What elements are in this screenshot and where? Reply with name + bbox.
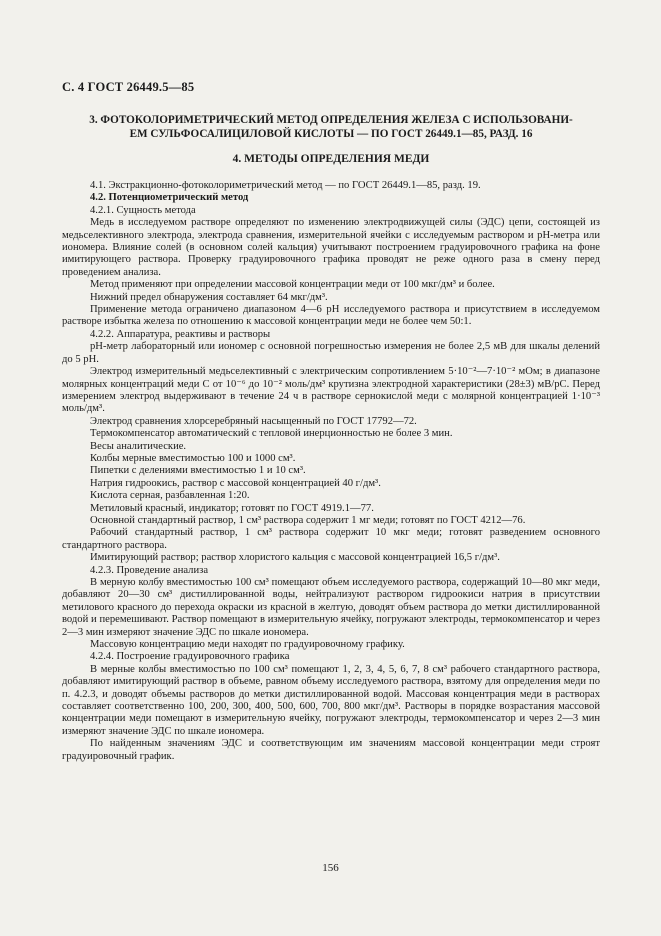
paragraph: pH-метр лабораторный или иономер с основной погрешностью измерения не более 2,5 мВ для шкалы делений до 5 pH.	[62, 341, 600, 365]
section-3-title	[62, 113, 600, 141]
paragraph: Применение метода ограничено диапазоном 4—6 pH исследуемого раствора и присутствием в исследуемом растворе избытка железа по отношению к массовой концентрации меди не более чем 50:1.	[62, 304, 600, 328]
paragraph: Натрия гидроокись, раствор с массовой концентрацией 40 г/дм³.	[90, 477, 381, 489]
paragraph: По найденным значениям ЭДС и соответствующим им значениям массовой концентрации меди строят градуировочный график.	[62, 738, 600, 762]
paragraph: 4.2.1. Сущность метода	[90, 204, 196, 216]
paragraph: Рабочий стандартный раствор, 1 см³ раствора содержит 10 мкг меди; готовят разведением основного стандартного раствора.	[62, 527, 600, 551]
section-4-title: 4. МЕТОДЫ ОПРЕДЕЛЕНИЯ МЕДИ	[232, 153, 430, 165]
paragraph: Метиловый красный, индикатор; готовят по ГОСТ 4919.1—77.	[90, 502, 374, 514]
paragraph: Пипетки с делениями вместимостью 1 и 10 см³.	[90, 465, 306, 477]
paragraph: Массовую концентрацию меди находят по градуировочному графику.	[90, 639, 405, 651]
section-3-title-line-2: ЕМ СУЛЬФОСАЛИЦИЛОВОЙ КИСЛОТЫ — ПО ГОСТ 26449.1—85, РАЗД. 16	[129, 128, 533, 140]
paragraph: Имитирующий раствор; раствор хлористого кальция с массовой концентрацией 16,5 г/дм³.	[90, 552, 500, 564]
paragraph: Основной стандартный раствор, 1 см³ раствора содержит 1 мг меди; готовят по ГОСТ 4212—76.	[90, 514, 526, 526]
paragraph: Кислота серная, разбавленная 1:20.	[90, 490, 250, 502]
paragraph: В мерную колбу вместимостью 100 см³ помещают объем исследуемого раствора, содержащий 10—80 мкг меди, добавляют 20—30 см³ дистиллированной воды, нейтрализуют раствором гидроокиси натрия в присутствии метилового красного до перехода окраски из красной в желтую, доводят объем раствора до метки дистиллированной водой и перемешивают. Раствор помещают в измерительную ячейку, погружают электроды, термокомпенсатор и через 2—3 мин измеряют значение ЭДС по шкале иономера.	[62, 577, 600, 638]
paragraph: Нижний предел обнаружения составляет 64 мкг/дм³.	[90, 291, 328, 303]
paragraph: 4.2. Потенциометрический метод	[90, 192, 249, 204]
paragraph: Электрод сравнения хлорсеребряный насыщенный по ГОСТ 17792—72.	[90, 415, 417, 427]
paragraph: 4.2.4. Построение градуировочного графика	[90, 651, 290, 663]
paragraph: Электрод измерительный медьселективный с электрическим сопротивлением 5·10⁻²—7·10⁻² мОм; в диапазоне молярных концентраций меди C от 10⁻⁶ до 10⁻² моль/дм³ крутизна электродной характеристики (28±3) мВ/pC. Перед измерением электрод выдерживают в течение 24 ч в растворе сернокислой меди с молярной концентрацией 1·10⁻³ моль/дм³.	[62, 366, 600, 415]
page-header: С. 4 ГОСТ 26449.5—85	[62, 80, 195, 94]
paragraph: 4.1. Экстракционно-фотоколориметрический метод — по ГОСТ 26449.1—85, разд. 19.	[90, 180, 481, 191]
paragraph: 4.2.3. Проведение анализа	[90, 564, 209, 576]
paragraph: Метод применяют при определении массовой концентрации меди от 100 мкг/дм³ и более.	[90, 279, 495, 291]
paragraph: Весы аналитические.	[90, 440, 187, 452]
paragraph: Термокомпенсатор автоматический с тепловой инерционностью не более 3 мин.	[90, 428, 453, 440]
page-number: 156	[322, 862, 339, 874]
paragraph: Колбы мерные вместимостью 100 и 1000 см³.	[90, 452, 296, 464]
paragraph: 4.2.2. Аппаратура, реактивы и растворы	[90, 328, 271, 340]
paragraph: В мерные колбы вместимостью по 100 см³ помещают 1, 2, 3, 4, 5, 6, 7, 8 см³ рабочего стандартного раствора, добавляют имитирующий раствор в объеме, равном объему исследуемого раствора, взятому для определения меди по п. 4.2.3, и доводят объемы растворов до метки дистиллированной водой. Массовая концентрация меди в растворах составляет соответственно 100, 200, 300, 400, 500, 600, 700, 800 мкг/дм³. Растворы в порядке возрастания массовой концентрации меди помещают в измерительную ячейку, погружают электроды, термокомпенсатор и через 2—3 мин измеряют значение ЭДС по шкале иономера.	[62, 663, 600, 737]
section-3-title-line-1: 3. ФОТОКОЛОРИМЕТРИЧЕСКИЙ МЕТОД ОПРЕДЕЛЕНИЯ ЖЕЛЕЗА С ИСПОЛЬЗОВАНИ-	[89, 114, 573, 126]
document-body	[62, 180, 600, 763]
paragraph: Медь в исследуемом растворе определяют по изменению электродвижущей силы (ЭДС) цепи, состоящей из медьселективного электрода, электрода сравнения, измерительной ячейки с исследуемым раствором и pH-метра или иономера. Влияние солей (в основном солей кальция) учитывают построением градуировочного графика на фоне имитирующего раствора. Проверку градуировочного графика проводят не реже одного раза в смену перед проведением анализа.	[62, 217, 600, 278]
